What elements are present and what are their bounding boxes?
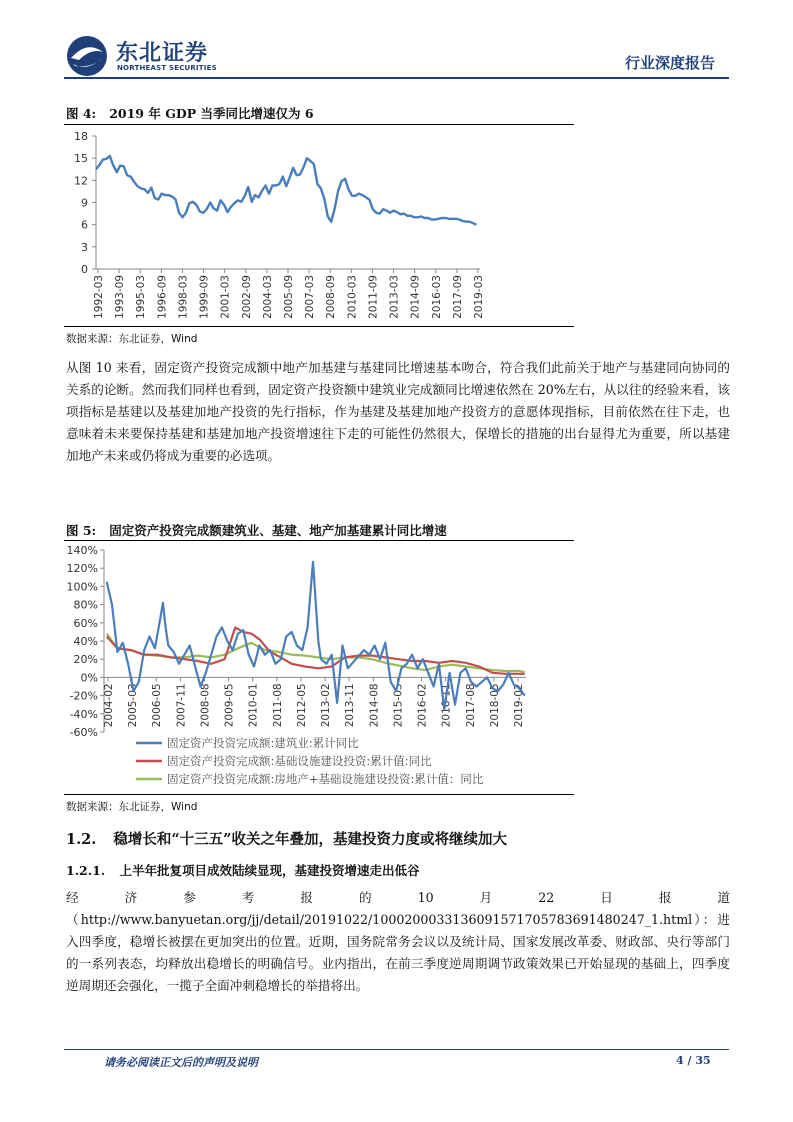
figure-5-title: 图 5: 固定资产投资完成额建筑业、基建、地产加基建累计同比增速 — [66, 523, 447, 538]
paragraph-2-token: 考 — [241, 890, 255, 905]
y-tick-label: 140% — [66, 544, 98, 557]
y-tick-label: 120% — [66, 562, 98, 576]
x-tick-label: 2002-09 — [240, 275, 253, 319]
paragraph-2-token: 道 — [717, 890, 730, 905]
paragraph-2-token: 22 — [538, 890, 555, 905]
y-tick-label: 0 — [81, 263, 88, 276]
x-tick-label: 2007-11 — [175, 683, 188, 728]
company-name-en: NORTHEAST SECURITIES — [117, 64, 217, 72]
company-logo — [65, 34, 109, 78]
y-tick-label: 15 — [74, 152, 88, 166]
x-tick-label: 1992-03 — [93, 275, 105, 319]
y-tick-label: 20% — [73, 653, 98, 667]
x-tick-label: 2007-03 — [304, 275, 317, 319]
x-tick-label: 1998-03 — [177, 275, 190, 319]
x-tick-label: 1993-09 — [114, 275, 127, 319]
x-tick-label: 2004-02 — [103, 683, 115, 728]
x-tick-label: 1999-09 — [198, 275, 211, 319]
x-tick-label: 2001-03 — [219, 275, 232, 319]
paragraph-2-token: 报 — [300, 890, 313, 905]
figure-5-bottom-rule — [64, 794, 574, 795]
paragraph-2-token: 济 — [124, 890, 138, 905]
y-tick-label: -20% — [69, 689, 98, 703]
section-number: 1.2. — [66, 831, 97, 848]
y-tick-label: -60% — [69, 726, 98, 739]
x-tick-label: 2013-02 — [320, 683, 333, 728]
footer-rule — [64, 1049, 729, 1050]
x-tick-label: 2012-05 — [295, 683, 308, 728]
x-tick-label: 2014-09 — [409, 275, 422, 319]
footer-disclaimer-note: 请务必阅读正文后的声明及说明 — [104, 1056, 258, 1069]
subsection-number: 1.2.1. — [66, 863, 106, 878]
subsection-heading — [66, 861, 420, 879]
x-tick-label: 2008-09 — [325, 275, 338, 319]
y-tick-label: 100% — [66, 580, 98, 594]
x-tick-label: 2005-03 — [127, 683, 140, 728]
x-tick-label: 2004-03 — [261, 275, 274, 319]
legend-label: 固定资产投资完成额:房地产+基础设施建设投资:累计值：同比 — [167, 772, 484, 786]
x-tick-label: 2005-09 — [283, 275, 295, 319]
x-tick-label: 2010-01 — [247, 683, 260, 728]
y-tick-label: 9 — [81, 196, 88, 210]
x-tick-label: 2008-08 — [199, 683, 212, 728]
x-tick-label: 2011-09 — [367, 275, 380, 319]
x-tick-label: 2016-02 — [416, 683, 429, 728]
section-heading — [66, 828, 507, 849]
x-tick-label: 2009-05 — [223, 683, 236, 728]
paragraph-2-token: 经 — [66, 890, 79, 905]
body-paragraph-2-first-line — [66, 887, 730, 909]
section-title: 稳增长和“十三五”收关之年叠加，基建投资力度或将继续加大 — [113, 831, 508, 848]
report-type: 行业深度报告 — [625, 54, 716, 72]
figure-4-title-rule — [64, 124, 574, 125]
x-tick-label: 2015-05 — [392, 683, 405, 728]
x-tick-label: 1996-09 — [156, 275, 169, 319]
gdp-growth-chart — [64, 126, 574, 326]
x-tick-label: 2006-05 — [151, 683, 164, 728]
x-tick-label: 2019-02 — [513, 683, 525, 728]
paragraph-2-token: 报 — [658, 890, 672, 905]
x-tick-label: 2011-08 — [271, 683, 284, 728]
company-name-cn: 东北证券 — [116, 41, 209, 66]
paragraph-2-token: 的 — [358, 890, 372, 905]
gdp-series-line — [96, 156, 477, 225]
y-tick-label: -40% — [69, 707, 98, 721]
paragraph-2-token: 日 — [600, 890, 613, 905]
x-tick-label: 1995-03 — [135, 275, 148, 319]
figure-5-source: 数据来源：东北证券，Wind — [66, 801, 198, 813]
header-rule — [64, 77, 729, 79]
figure-5-title-rule — [64, 540, 574, 541]
page-number: 4 / 35 — [676, 1054, 711, 1067]
x-tick-label: 2016-03 — [430, 275, 443, 319]
body-paragraph-1: 从图 10 来看，固定资产投资完成额中地产加基建与基建同比增速基本吻合，符合我们此前关于地产与基建同向协同的关系的论断。然而我们同样也看到，固定资产投资额中建筑业完成额同比增速依然在 20%左右，从以往的经验来看，该项指标是基建以及基建加地产投资的先行指标，作为基建及基建加地产投资方的意愿体现指标，目前依然在往下走，也意味着未来要保持基建和基建加地产投资增速往下走的可能性仍然很大，保增长的措施的出台显得尤为重要，所以基建加地产未来或仍将成为重要的必选项。 — [66, 360, 730, 463]
paragraph-2-token: 月 — [479, 890, 493, 905]
x-tick-label: 2016-11 — [440, 683, 453, 728]
fai-growth-chart — [64, 542, 574, 794]
x-tick-label: 2013-03 — [388, 275, 401, 319]
x-tick-label: 2017-09 — [451, 275, 464, 319]
figure-4-source: 数据来源：东北证券，Wind — [66, 333, 198, 345]
x-tick-label: 2019-03 — [473, 275, 485, 319]
paragraph-2-token: 参 — [183, 890, 196, 905]
x-tick-label: 2010-03 — [346, 275, 359, 319]
construction-series-line — [107, 562, 525, 710]
y-tick-label: 80% — [73, 598, 98, 612]
y-tick-label: 0% — [80, 671, 98, 685]
x-tick-label: 2014-08 — [368, 683, 381, 728]
legend-label: 固定资产投资完成额:基础设施建设投资:累计值:同比 — [167, 754, 432, 768]
y-tick-label: 12 — [74, 174, 88, 188]
y-tick-label: 6 — [81, 218, 88, 232]
figure-4-title: 图 4: 2019 年 GDP 当季同比增速仅为 6 — [66, 106, 314, 121]
y-tick-label: 40% — [73, 635, 98, 648]
y-tick-label: 3 — [81, 240, 88, 254]
x-tick-label: 2017-08 — [464, 683, 477, 728]
figure-4-bottom-rule — [64, 326, 574, 327]
x-tick-label: 2018-05 — [488, 683, 501, 728]
subsection-title: 上半年批复项目成效陆续显现，基建投资增速走出低谷 — [119, 863, 420, 878]
body-paragraph-2: （http://www.banyuetan.org/jj/detail/20191022/1000200033136091571705783691480247_1.html）：进入四季度，稳增长被摆在更加突出的位置。近期，国务院常务会议以及统计局、国家发展改革委、财政部、央行等部门的一系列表态，均释放出稳增长的明确信号。业内指出，在前三季度逆周期调节政策效果已开始显现的基础上，四季度逆周期还会强化，一揽子全面冲刺稳增长的举措将出。 — [66, 912, 730, 993]
paragraph-2-token: 10 — [417, 890, 434, 905]
y-tick-label: 18 — [74, 130, 88, 143]
logo-icon — [65, 34, 109, 78]
x-tick-label: 2013-11 — [344, 683, 357, 728]
legend-label: 固定资产投资完成额:建筑业:累计同比 — [167, 736, 359, 750]
realestate-infra-series-line — [107, 634, 525, 672]
y-tick-label: 60% — [73, 616, 98, 630]
